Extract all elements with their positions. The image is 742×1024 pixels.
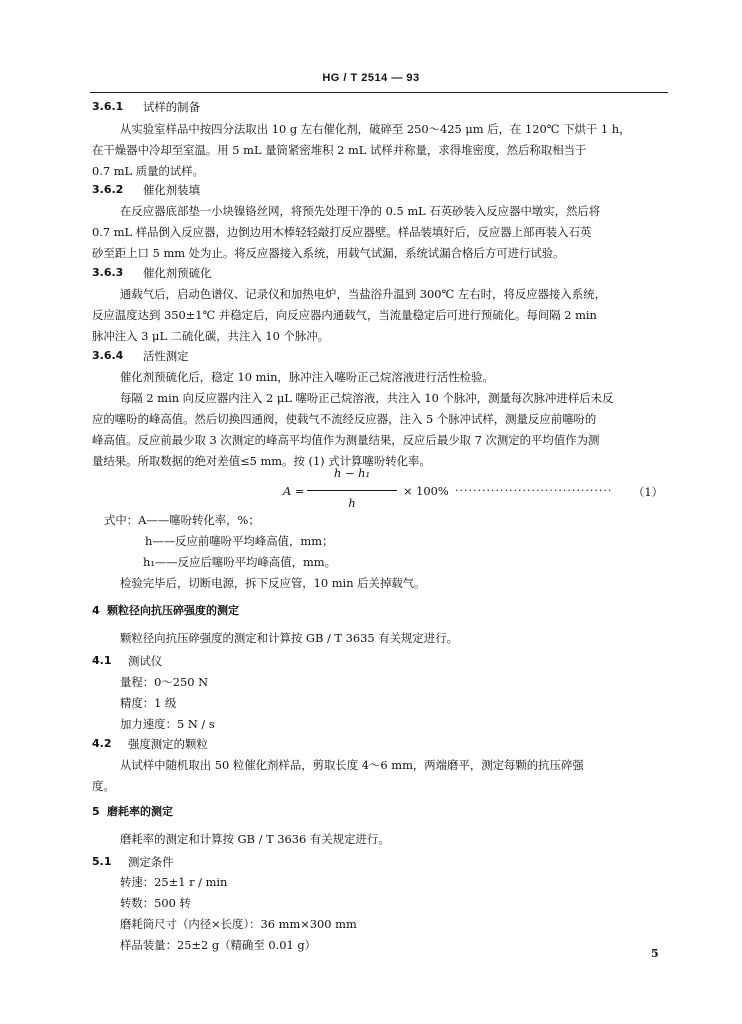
formula-denominator: h — [348, 496, 356, 510]
spec-line: 量程：0～250 N — [120, 675, 209, 689]
section-5-title: 磨耗率的测定 — [107, 805, 173, 818]
paragraph-line: 从试样中随机取出 50 粒催化剂样品，剪取长度 4～6 mm，两端磨平，测定每颗的抗压碎强 — [120, 758, 584, 772]
paragraph-line: 量结果。所取数据的绝对差值≤5 mm。按 (1) 式计算噻吩转化率。 — [92, 454, 431, 468]
clause-5-1-title: 测定条件 — [128, 855, 174, 869]
clause-3-6-3-title: 催化剂预硫化 — [143, 266, 212, 280]
symbol-definition: h——反应前噻吩平均峰高值，mm； — [145, 534, 334, 548]
paragraph-line: 应的噻吩的峰高值。然后切换四通阀，使载气不流经反应器，注入 5 个脉冲试样，测量反应前噻吩的 — [92, 412, 597, 426]
clause-3-6-4-number: 3.6.4 — [92, 349, 124, 362]
paragraph-line: 从实验室样品中按四分法取出 10 g 左右催化剂，破碎至 250～425 μm 后，在 120℃ 下烘干 1 h， — [120, 122, 631, 136]
clause-4-1-title: 测试仪 — [128, 654, 163, 668]
header-rule — [90, 92, 668, 93]
clause-3-6-1-title: 试样的制备 — [143, 100, 200, 114]
paragraph-line: 检验完毕后，切断电源，拆下反应管，10 min 后关掉载气。 — [120, 576, 426, 590]
fraction-bar — [307, 490, 397, 491]
clause-3-6-2-title: 催化剂装填 — [143, 183, 200, 197]
symbol-definition: h₁——反应后噻吩平均峰高值，mm。 — [143, 555, 336, 569]
clause-4-2-number: 4.2 — [92, 737, 112, 750]
paragraph-line: 0.7 mL 质量的试样。 — [92, 164, 205, 178]
clause-3-6-3-number: 3.6.3 — [92, 266, 124, 279]
formula-multiplier: × 100% — [403, 484, 449, 498]
spec-line: 精度：1 级 — [120, 696, 177, 710]
paragraph-line: 在反应器底部垫一小块镍铬丝网，将预先处理干净的 0.5 mL 石英砂装入反应器中墩实，然后将 — [120, 204, 601, 218]
paragraph-line: 反应温度达到 350±1℃ 并稳定后，向反应器内通载气，当流量稳定后可进行预硫化。每间隔 2 min — [92, 308, 597, 322]
clause-3-6-2-number: 3.6.2 — [92, 183, 124, 196]
clause-3-6-4-title: 活性测定 — [143, 349, 189, 363]
formula-numerator: h − h₁ — [333, 466, 371, 480]
paragraph-line: 颗粒径向抗压碎强度的测定和计算按 GB / T 3635 有关规定进行。 — [120, 631, 458, 645]
conversion-formula — [283, 466, 673, 518]
running-header: HG / T 2514 — 93 — [322, 72, 420, 84]
spec-line: 加力速度：5 N / s — [120, 717, 215, 731]
spec-line: 转数：500 转 — [120, 896, 191, 910]
paragraph-line: 通载气后，启动色谱仪、记录仪和加热电炉，当盐浴升温到 300℃ 左右时，将反应器接入系统， — [120, 287, 606, 301]
paragraph-line: 每隔 2 min 向反应器内注入 2 μL 噻吩正己烷溶液，共注入 10 个脉冲，测量每次脉冲进样后未反 — [120, 391, 614, 405]
section-4-title: 颗粒径向抗压碎强度的测定 — [107, 604, 239, 617]
paragraph-line: 脉冲注入 3 μL 二硫化碳，共注入 10 个脉冲。 — [92, 329, 330, 343]
clause-5-1-number: 5.1 — [92, 855, 112, 868]
formula-lhs: A = — [283, 484, 305, 498]
spec-line: 转速：25±1 r / min — [120, 875, 228, 889]
paragraph-line: 砂至距上口 5 mm 处为止。将反应器接入系统，用载气试漏，系统试漏合格后方可进行试验。 — [92, 246, 565, 260]
paragraph-line: 磨耗率的测定和计算按 GB / T 3636 有关规定进行。 — [120, 832, 390, 846]
paragraph-line: 催化剂预硫化后，稳定 10 min，脉冲注入噻吩正己烷溶液进行活性检验。 — [120, 370, 494, 384]
page-number: 5 — [651, 947, 659, 960]
leader-dots: ··································· — [455, 484, 613, 497]
symbol-definition: 式中：A——噻吩转化率，%； — [104, 513, 260, 527]
clause-4-2-title: 强度测定的颗粒 — [128, 737, 208, 751]
paragraph-line: 度。 — [92, 779, 115, 793]
spec-line: 磨耗筒尺寸（内径×长度）：36 mm×300 mm — [120, 917, 357, 931]
section-5-number: 5 — [92, 805, 100, 818]
paragraph-line: 0.7 mL 样品倒入反应器，边倒边用木棒轻轻敲打反应器壁。样品装填好后，反应器上部再装入石英 — [92, 225, 592, 239]
clause-4-1-number: 4.1 — [92, 654, 112, 667]
equation-number: （1） — [633, 485, 664, 499]
section-4-number: 4 — [92, 604, 100, 617]
clause-3-6-1-number: 3.6.1 — [92, 100, 124, 113]
spec-line: 样品装量：25±2 g（精确至 0.01 g） — [120, 938, 316, 952]
paragraph-line: 在干燥器中冷却至室温。用 5 mL 量筒紧密堆积 2 mL 试样并称量，求得堆密度，然后称取相当于 — [92, 143, 587, 157]
paragraph-line: 峰高值。反应前最少取 3 次测定的峰高平均值作为测量结果，反应后最少取 7 次测定的平均值作为测 — [92, 433, 600, 447]
